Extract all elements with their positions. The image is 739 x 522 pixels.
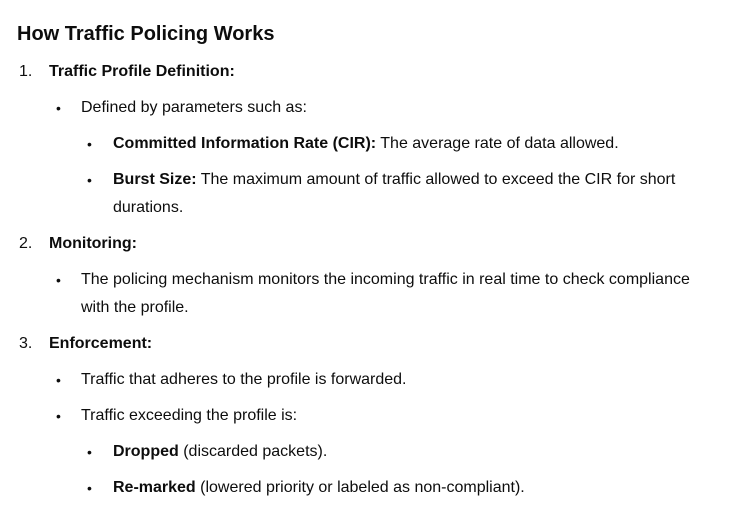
item-text: [113, 438, 327, 466]
item-number: 1.: [19, 63, 33, 80]
bullet-icon: •: [87, 172, 92, 188]
item-title: Enforcement:: [49, 335, 153, 352]
item-text: durations.: [113, 199, 184, 216]
bullet-icon: •: [87, 480, 92, 496]
item-text: Traffic exceeding the profile is:: [81, 407, 298, 424]
item-text: The policing mechanism monitors the incoming traffic in real time to check compliance: [81, 271, 690, 288]
item-number: 2.: [19, 235, 33, 252]
term: Re-marked: [113, 479, 196, 496]
bullet-icon: •: [56, 408, 61, 424]
bullet-icon: •: [87, 136, 92, 152]
item-text: Defined by parameters such as:: [81, 99, 307, 116]
item-number: 3.: [19, 335, 33, 352]
item-text: [113, 474, 525, 502]
bullet-icon: •: [56, 100, 61, 116]
description: The maximum amount of traffic allowed to exceed the CIR for short: [196, 171, 676, 188]
item-text: [113, 130, 619, 158]
bullet-icon: •: [56, 372, 61, 388]
bullet-icon: •: [87, 444, 92, 460]
term: Burst Size:: [113, 171, 197, 188]
description: (discarded packets).: [178, 443, 328, 460]
item-text: Traffic that adheres to the profile is forwarded.: [81, 371, 407, 388]
bullet-icon: •: [56, 272, 61, 288]
page-title: How Traffic Policing Works: [17, 23, 275, 45]
item-text: with the profile.: [81, 299, 189, 316]
item-title: Monitoring:: [49, 235, 137, 252]
item-title: Traffic Profile Definition:: [49, 63, 235, 80]
description: (lowered priority or labeled as non-compliant).: [195, 479, 525, 496]
term: Committed Information Rate (CIR):: [113, 135, 377, 152]
item-text: [113, 166, 675, 194]
description: The average rate of data allowed.: [376, 135, 619, 152]
term: Dropped: [113, 443, 179, 460]
